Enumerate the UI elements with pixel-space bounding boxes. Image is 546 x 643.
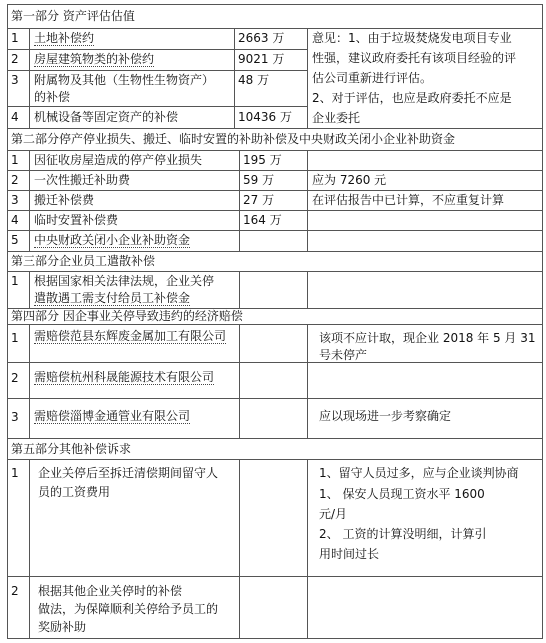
item-label-line-2: 遣散遇工需支付给员工补偿金 — [34, 291, 191, 305]
row-number: 1 — [11, 153, 19, 167]
item-label: 一次性搬迁补助费 — [34, 173, 131, 187]
section-2-title: 第二部分停产停业损失、搬迁、临时安置的补助补偿及中央财政关闭小企业补助资金 — [11, 132, 456, 146]
item-label: 机械设备等固定资产的补偿 — [34, 110, 179, 124]
row-number: 1 — [11, 274, 19, 288]
item-label: 房屋建筑物类的补偿约 — [34, 52, 155, 66]
note-line: 用时间过长 — [319, 547, 380, 561]
item-label-line-1: 根据其他企业关停时的补偿 — [38, 584, 183, 598]
section-4-title: 第四部分 因企事业关停导致违约的经济赔偿 — [11, 309, 243, 323]
row-number: 2 — [11, 173, 19, 187]
row-number: 3 — [11, 410, 19, 424]
amount-value: 195 万 — [243, 153, 282, 167]
item-label: 土地补偿约 — [34, 31, 95, 45]
item-label-line-1: 附属物及其他（生物性生物资产） — [34, 73, 215, 87]
section-5-title: 第五部分其他补偿诉求 — [11, 442, 132, 456]
opinion-line: 性强，建议政府委托有该项目经验的评 — [312, 51, 517, 65]
item-label-line-1: 企业关停后至拆迁清偿期间留守人 — [38, 466, 219, 480]
item-label: 需赔偿范县东辉废金属加工有限公司 — [34, 329, 227, 343]
row-number: 1 — [11, 31, 19, 45]
note-line: 该项不应计取，现企业 2018 年 5 月 31 — [319, 331, 536, 345]
item-label: 因征收房屋造成的停产停业损失 — [34, 153, 203, 167]
compensation-table — [7, 4, 543, 638]
item-label: 需赔偿杭州科晟能源技术有限公司 — [34, 370, 215, 384]
note-line: 号未停产 — [319, 348, 368, 362]
note-line: 元/月 — [319, 507, 348, 521]
row-number: 2 — [11, 584, 19, 598]
amount-value: 9021 万 — [238, 52, 285, 66]
amount-value: 164 万 — [243, 213, 282, 227]
row-number: 2 — [11, 52, 19, 66]
opinion-line: 意见：1、由于垃圾焚烧发电项目专业 — [312, 31, 512, 45]
item-label: 搬迁补偿费 — [34, 193, 95, 207]
item-label: 需赔偿淄博金通管业有限公司 — [34, 409, 191, 423]
row-number: 5 — [11, 233, 19, 247]
note-line: 1、留守人员过多，应与企业谈判协商 — [319, 466, 519, 480]
opinion-line: 企业委托 — [312, 111, 361, 125]
row-number: 1 — [11, 466, 19, 480]
amount-value: 59 万 — [243, 173, 275, 187]
amount-value: 10436 万 — [238, 110, 292, 124]
note-line: 1、 保安人员现工资水平 1600 — [319, 487, 485, 501]
section-1-title: 第一部分 资产评估估值 — [11, 9, 135, 23]
opinion-line: 2、对于评估，也应是政府委托不应是 — [312, 91, 512, 105]
note-text: 在评估报告中已计算，不应重复计算 — [312, 193, 505, 207]
amount-value: 2663 万 — [238, 31, 285, 45]
item-label: 中央财政关闭小企业补助资金 — [34, 233, 191, 247]
opinion-line: 估公司重新进行评估。 — [312, 71, 433, 85]
amount-value: 48 万 — [238, 73, 270, 87]
row-number: 1 — [11, 331, 19, 345]
note-text: 应以现场进一步考察确定 — [319, 409, 452, 423]
item-label: 临时安置补偿费 — [34, 213, 119, 227]
amount-value: 27 万 — [243, 193, 275, 207]
note-text: 应为 7260 元 — [312, 173, 387, 187]
note-line: 2、 工资的计算没明细，计算引 — [319, 527, 487, 541]
item-label-line-2: 的补偿 — [34, 90, 71, 104]
item-label-line-2: 做法，为保障顺利关停给予员工的 — [38, 602, 219, 616]
section-3-title: 第三部分企业员工遣散补偿 — [11, 254, 156, 268]
row-number: 2 — [11, 371, 19, 385]
row-number: 3 — [11, 73, 19, 87]
row-number: 4 — [11, 213, 19, 227]
item-label-line-2: 员的工资费用 — [38, 485, 111, 499]
item-label-line-3: 奖励补助 — [38, 620, 87, 634]
row-number: 4 — [11, 110, 19, 124]
row-number: 3 — [11, 193, 19, 207]
item-label-line-1: 根据国家相关法律法规，企业关停 — [34, 274, 215, 288]
